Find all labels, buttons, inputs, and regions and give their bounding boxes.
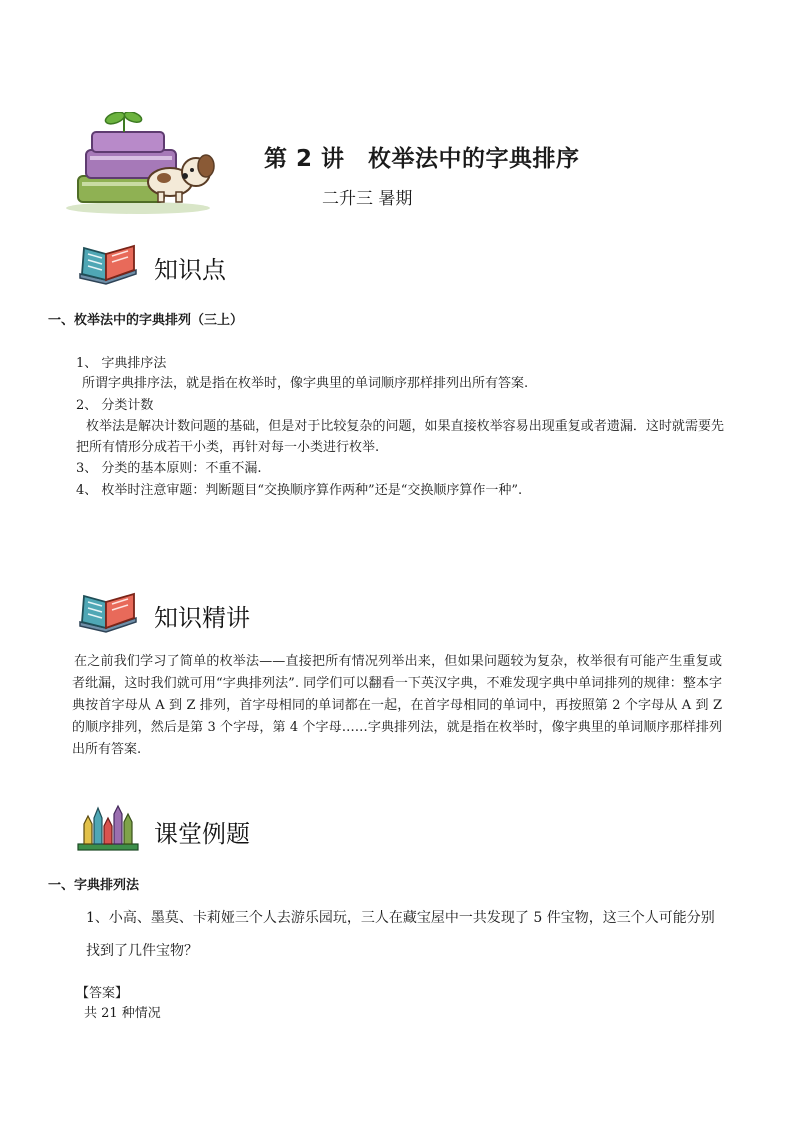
knowledge-item-4: 4、 枚举时注意审题：判断题目“交换顺序算作两种”还是“交换顺序算作一种”. [76,483,523,498]
knowledge-item-2-desc: 枚举法是解决计数问题的基础，但是对于比较复杂的问题，如果直接枚举容易出现重复或者遗漏．这时就需要先把所有情形分成若干小类，再针对每一小类进行枚举. [76,419,724,455]
knowledge-item-3: 3、 分类的基本原则：不重不漏. [76,461,262,476]
knowledge-section-title: 一、枚举法中的字典排列（三上） [48,313,244,328]
knowledge-item-2: 2、 分类计数 [76,398,154,413]
knowledge-item-1-desc: 所谓字典排序法，就是指在枚举时，像字典里的单词顺序那样排列出所有答案. [82,376,529,391]
section-heading-knowledge: 知识点 [154,256,226,284]
section-heading-examples: 课堂例题 [154,820,250,848]
detail-paragraph: 在之前我们学习了简单的枚举法——直接把所有情况列举出来，但如果问题较为复杂，枚举很有可能产生重复或者纰漏，这时我们就可用“字典排列法”. 同学们可以翻看一下英汉字典，不难发现字典中单词排列的规律：整本字典按首字母从 A 到 Z 排列，首字母相同的单词都在一起，在首字母相同的单词中，再按照第 2 个字母从 A 到 Z 的顺序排列，然后是第 3 个字母，第 4 个字母……字典排列法，就是指在枚举时，像字典里的单词顺序那样排列出所有答案. [72,654,722,757]
section-heading-detail: 知识精讲 [154,604,250,632]
books-dog-illustration [58,112,228,216]
page-title: 第 2 讲 枚举法中的字典排序 [264,146,580,172]
page-subtitle: 二升三 暑期 [322,189,413,209]
examples-section-title: 一、字典排列法 [48,878,140,893]
pencils-icon [76,804,140,852]
knowledge-item-1: 1、 字典排序法 [76,356,167,371]
example-question-1: 1、小高、墨莫、卡莉娅三个人去游乐园玩，三人在藏宝屋中一共发现了 5 件宝物，这三个人可能分别找到了几件宝物？ [86,910,715,959]
answer-text: 共 21 种情况 [84,1006,161,1021]
open-book-icon [76,592,140,634]
answer-label: 【答案】 [76,986,129,1001]
open-book-icon [76,244,140,286]
